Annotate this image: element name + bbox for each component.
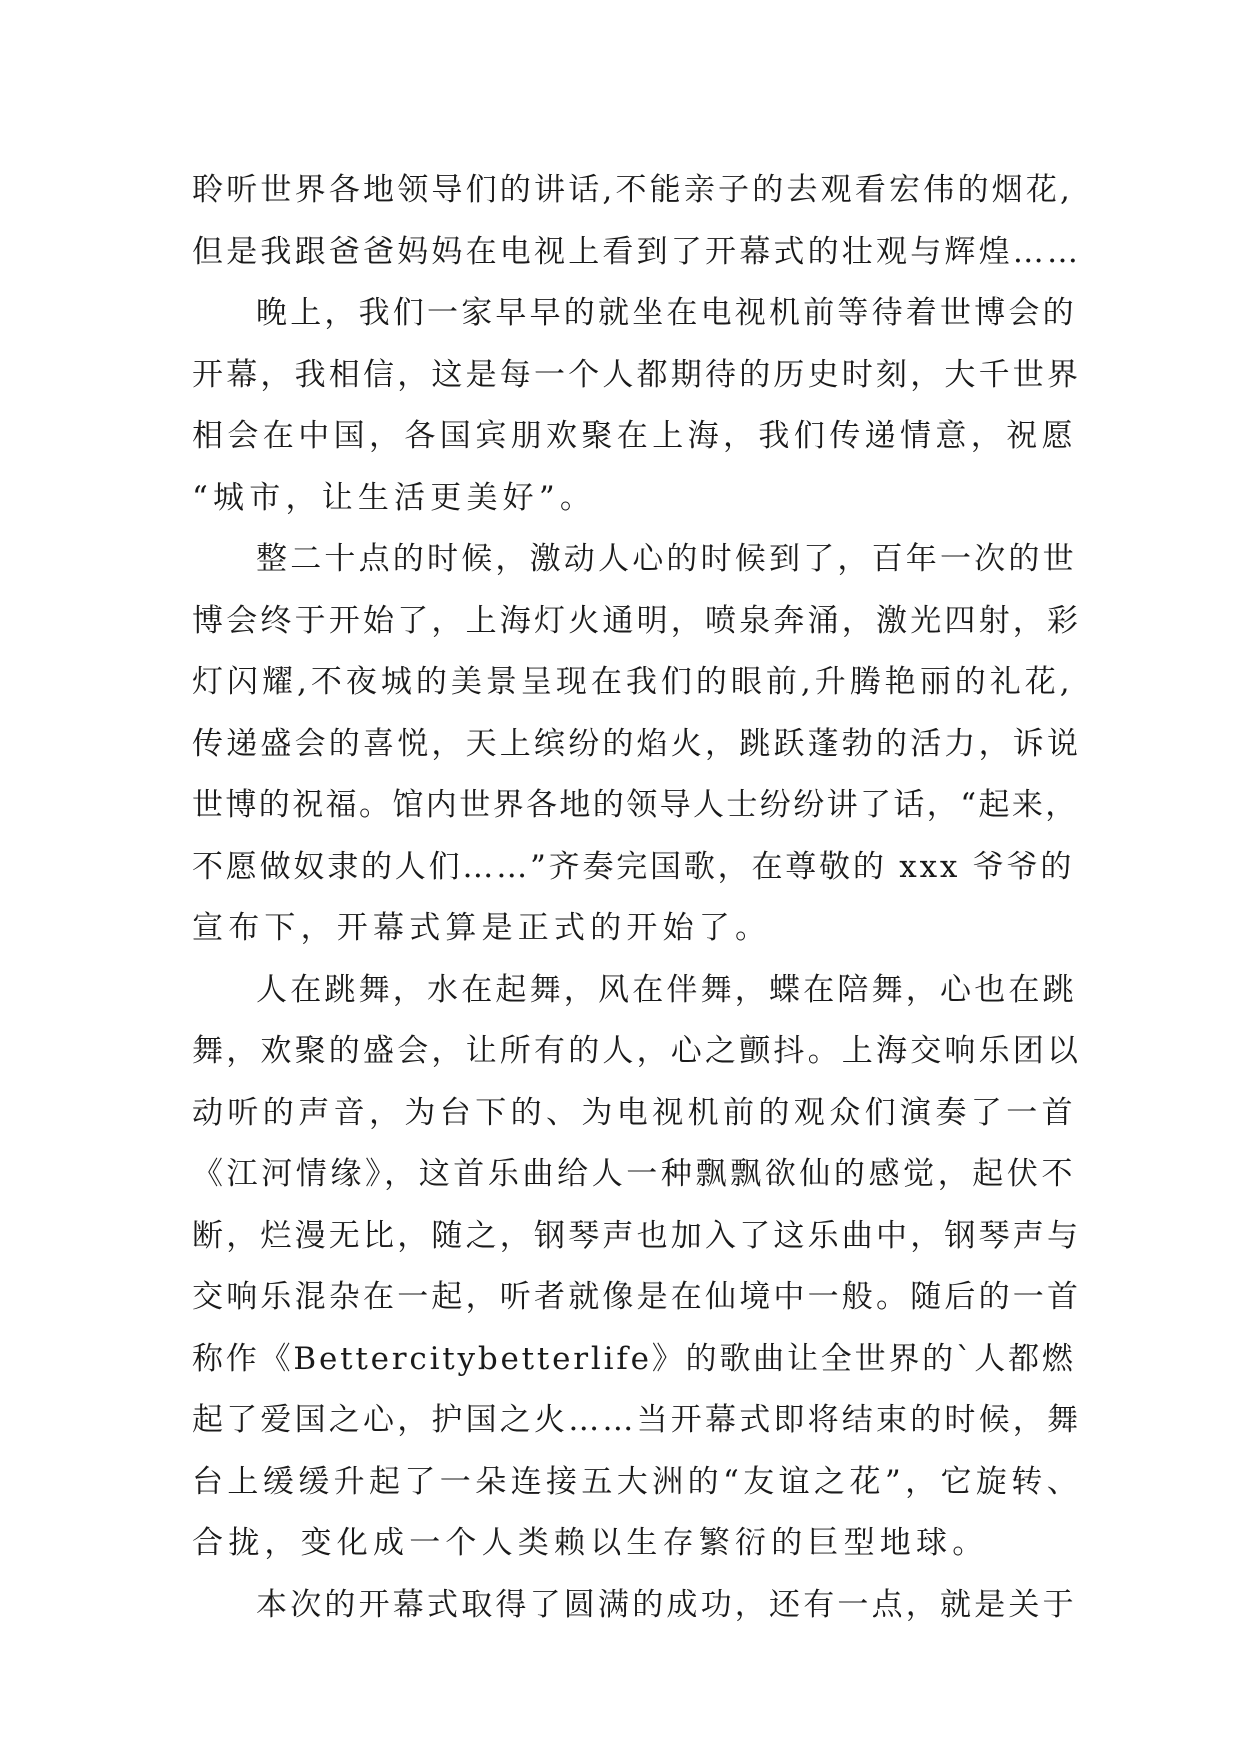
text-line: 合拢，变化成一个人类赖以生存繁衍的巨型地球。: [192, 1525, 989, 1561]
text-line: 灯闪耀,不夜城的美景呈现在我们的眼前,升腾艳丽的礼花,: [192, 664, 1074, 700]
text-line: 交响乐混杂在一起，听者就像是在仙境中一般。随后的一首: [192, 1279, 1082, 1315]
text-line: 世博的祝福。馆内世界各地的领导人士纷纷讲了话，“起来，: [192, 787, 1079, 823]
text-line: 断，烂漫无比，随之，钢琴声也加入了这乐曲中，钢琴声与: [192, 1217, 1082, 1254]
paragraph-start-line: 整二十点的时候，激动人心的时候到了，百年一次的世: [256, 541, 1077, 577]
body-text: [192, 160, 1082, 1636]
text-line: 动听的声音，为台下的、为电视机前的观众们演奏了一首: [192, 1094, 1077, 1131]
text-line: 但是我跟爸爸妈妈在电视上看到了开幕式的壮观与辉煌……: [192, 233, 1082, 270]
text-line: 宣布下，开幕式算是正式的开始了。: [192, 910, 772, 946]
text-line: 称作《Bettercitybetterlife》的歌曲让全世界的`人都燃: [192, 1340, 1076, 1377]
text-line: 传递盛会的喜悦，天上缤纷的焰火，跳跃蓬勃的活力，诉说: [192, 725, 1082, 762]
text-line: 舞，欢聚的盛会，让所有的人，心之颤抖。上海交响乐团以: [192, 1033, 1082, 1069]
text-line: 聆听世界各地领导们的讲话,不能亲子的去观看宏伟的烟花,: [192, 172, 1074, 208]
text-line: 开幕，我相信，这是每一个人都期待的历史时刻，大千世界: [192, 356, 1082, 393]
text-line: 相会在中国，各国宾朋欢聚在上海，我们传递情意，祝愿: [192, 418, 1077, 454]
paragraph-start-line: 晚上，我们一家早早的就坐在电视机前等待着世博会的: [256, 295, 1077, 331]
text-line: 台上缓缓升起了一朵连接五大洲的“友谊之花”，它旋转、: [192, 1463, 1083, 1500]
text-line: 不愿做奴隶的人们……”齐奏完国歌，在尊敬的 xxx 爷爷的: [192, 848, 1075, 885]
paragraph-start-line: 人在跳舞，水在起舞，风在伴舞，蝶在陪舞，心也在跳: [256, 971, 1077, 1008]
text-line: 博会终于开始了，上海灯火通明，喷泉奔涌，激光四射，彩: [192, 602, 1082, 639]
text-line: 《江河情缘》，这首乐曲给人一种飘飘欲仙的感觉，起伏不: [192, 1156, 1077, 1192]
text-line: 起了爱国之心，护国之火……当开幕式即将结束的时候，舞: [192, 1402, 1082, 1438]
text-line: “城市，让生活更美好”。: [192, 479, 597, 516]
paragraph-start-line: 本次的开幕式取得了圆满的成功，还有一点，就是关于: [256, 1586, 1077, 1623]
